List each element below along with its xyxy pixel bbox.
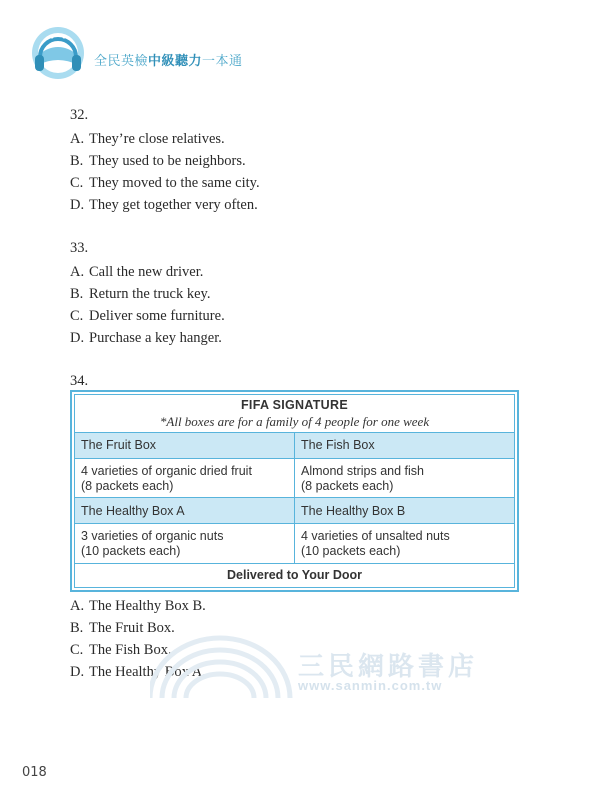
option-b: B. Return the truck key.: [70, 286, 211, 302]
option-b: B. They used to be neighbors.: [70, 153, 246, 169]
table-row: [75, 498, 514, 524]
question-number: 33.: [70, 240, 89, 256]
table-cell: The Healthy Box B: [294, 498, 514, 523]
table-cell: 3 varieties of organic nuts (10 packets each): [81, 529, 224, 559]
table-cell: Almond strips and fish (8 packets each): [294, 459, 514, 498]
headphones-logo-icon: [30, 25, 86, 81]
option-c: C. Deliver some furniture.: [70, 308, 225, 324]
option-c: C. The Fish Box.: [70, 642, 172, 658]
table-cell: 4 varieties of organic dried fruit (8 packets each): [81, 463, 252, 493]
option-a: A. The Healthy Box B.: [70, 598, 206, 614]
table-cell: The Healthy Box A: [81, 503, 185, 518]
table-footer: Delivered to Your Door: [227, 568, 362, 583]
table-row: [75, 459, 514, 499]
question-33: [70, 237, 225, 349]
question-32: [70, 104, 260, 216]
table-subtitle: *All boxes are for a family of 4 people for one week: [159, 413, 430, 429]
option-d: D. The Healthy Box A.: [70, 664, 206, 680]
question-34-options: [70, 595, 206, 683]
watermark-url: www.sanmin.com.tw: [298, 678, 443, 693]
table-title-row: [75, 395, 514, 433]
table-cell: The Fruit Box: [81, 438, 157, 453]
table-cell: 4 varieties of unsalted nuts (10 packets each): [294, 524, 514, 563]
fifa-table: [70, 390, 519, 592]
option-d: D. They get together very often.: [70, 197, 258, 213]
table-row: [75, 524, 514, 564]
table-title: FIFA SIGNATURE: [241, 397, 348, 412]
book-title: 全民英檢中級聽力一本通: [94, 54, 243, 69]
question-number: 34.: [70, 373, 89, 389]
option-b: B. The Fruit Box.: [70, 620, 175, 636]
option-a: A. Call the new driver.: [70, 264, 204, 280]
table-row: [75, 433, 514, 459]
watermark-title: 三民網路書店: [298, 652, 479, 682]
option-a: A. They’re close relatives.: [70, 131, 225, 147]
option-c: C. They moved to the same city.: [70, 175, 260, 191]
option-d: D. Purchase a key hanger.: [70, 330, 222, 346]
question-number: 32.: [70, 107, 89, 123]
table-cell: The Fish Box: [294, 433, 514, 458]
page-number: 018: [22, 765, 47, 780]
